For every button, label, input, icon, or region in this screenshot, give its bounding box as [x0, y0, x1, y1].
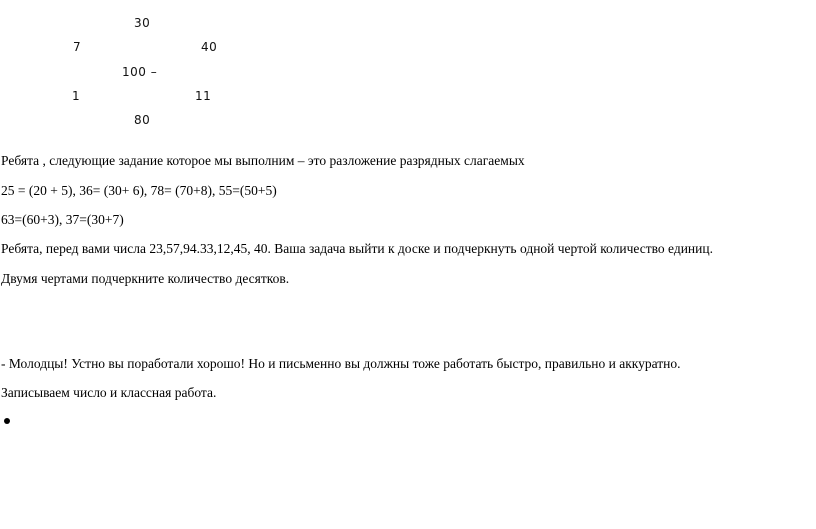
number-30: 30	[134, 16, 151, 30]
text-line-praise: - Молодцы! Устно вы поработали хорошо! Но и письменно вы должны тоже работать быстро, правильно и аккуратно.	[1, 356, 681, 371]
number-7: 7	[73, 40, 82, 54]
text-line-examples-2: 63=(60+3), 37=(30+7)	[1, 212, 124, 227]
bullet-point	[4, 418, 10, 424]
text-line-examples-1: 25 = (20 + 5), 36= (30+ 6), 78= (70+8), 55=(50+5)	[1, 183, 277, 198]
number-11: 11	[195, 89, 212, 103]
number-80: 80	[134, 113, 151, 127]
text-line-underline-tens: Двумя чертами подчеркните количество десятков.	[1, 271, 290, 286]
text-line-classwork: Записываем число и классная работа.	[1, 385, 217, 400]
number-1: 1	[72, 89, 81, 103]
text-line-underline-units: Ребята, перед вами числа 23,57,94.33,12,45, 40. Ваша задача выйти к доске и подчеркнуть одной чертой количество единиц.	[1, 241, 713, 256]
number-100: 100 –	[122, 65, 158, 79]
number-40: 40	[201, 40, 218, 54]
text-line-decomposition-task: Ребята , следующие задание которое мы выполним – это разложение разрядных слагаемых	[1, 153, 525, 168]
